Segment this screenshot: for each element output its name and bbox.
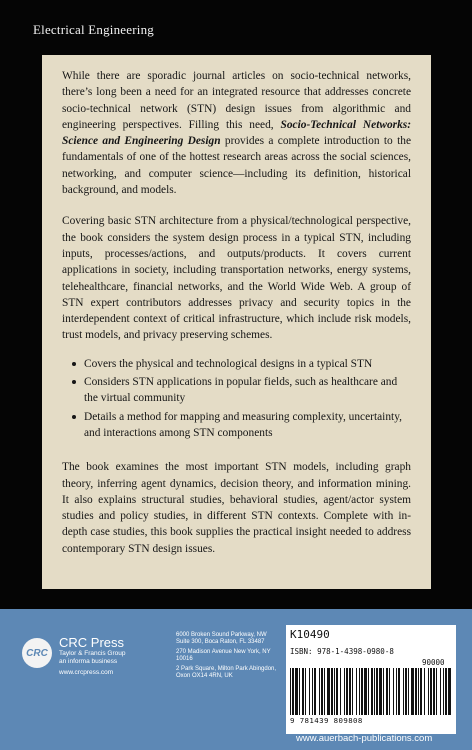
book-title: Socio-Technical Networks: Science and Engineering Design [62, 118, 412, 148]
publisher-name: CRC Press [59, 635, 125, 650]
address-line: 270 Madison Avenue New York, NY 10016 [176, 649, 271, 662]
feature-bullet: Covers the physical and technological designs in a typical STN [72, 356, 411, 372]
feature-list [62, 356, 411, 441]
isbn-text: ISBN: 978-1-4398-0980-8 [290, 647, 394, 656]
category-label: Electrical Engineering [33, 22, 154, 37]
description-paragraph-2: Covering basic STN architecture from a physical/technological perspective, the book considers the system design process in a typical STN, including inputs, processes/actions, and outputs/products. It covers current applications in society, including transportation networks, energy systems, telehealthcare, financial networks, and the World Wide Web. A group of STN expert contributors addresses privacy and security topics in the interdependent context of critical infrastructure, which include risk models, trust models, and privacy preserving schemes. [62, 215, 411, 342]
description-paragraph-1: While there are sporadic journal articles on socio-technical networks, there’s long been a need for an integrated resource that addresses concrete socio-technical network (STN) design issues from algorithmic and engineering perspectives. Filling this need, Socio-Technical Networks: Science and Engineering Design provides a complete introduction to the fundamentals of one of the hottest research areas across the social sciences, networking, and computer science—including its definition, historical background, and models. [62, 70, 412, 197]
publisher-url: www.crcpress.com [59, 669, 114, 676]
description-paragraph-3: The book examines the most important STN models, including graph theory, inferring agent dynamics, decision theory, and information mining. It also explains structural studies, behavioral studies, agent/actor system studies and policy studies, in different STN contexts. Complete with in-depth case studies, this book supplies the practical insight needed to address contemporary STN design issues. [62, 461, 411, 555]
product-code: K10490 [290, 628, 330, 641]
publisher-addresses [176, 632, 281, 683]
publisher-footer [0, 609, 472, 750]
feature-bullet: Details a method for mapping and measuring complexity, uncertainty, and interactions among STN components [72, 409, 411, 442]
publisher-tagline: an informa business [59, 658, 118, 665]
publisher-group: Taylor & Francis Group [59, 650, 126, 657]
feature-bullet: Considers STN applications in popular fields, such as healthcare and the virtual community [72, 374, 411, 407]
address-line: 2 Park Square, Milton Park Abingdon, Oxon OX14 4RN, UK [176, 666, 277, 679]
barcode-box [286, 625, 456, 734]
price-code: 90000 [422, 658, 445, 667]
address-line: 6000 Broken Sound Parkway, NW Suite 300, Boca Raton, FL 33487 [176, 632, 267, 645]
website-url: www.auerbach-publications.com [296, 733, 433, 744]
barcode-bars-icon [290, 668, 452, 715]
crc-logo-icon: CRC [22, 638, 52, 668]
publisher-brand [59, 636, 125, 677]
description-panel [42, 55, 431, 589]
ean-digits: 9 781439 809808 [290, 716, 363, 725]
